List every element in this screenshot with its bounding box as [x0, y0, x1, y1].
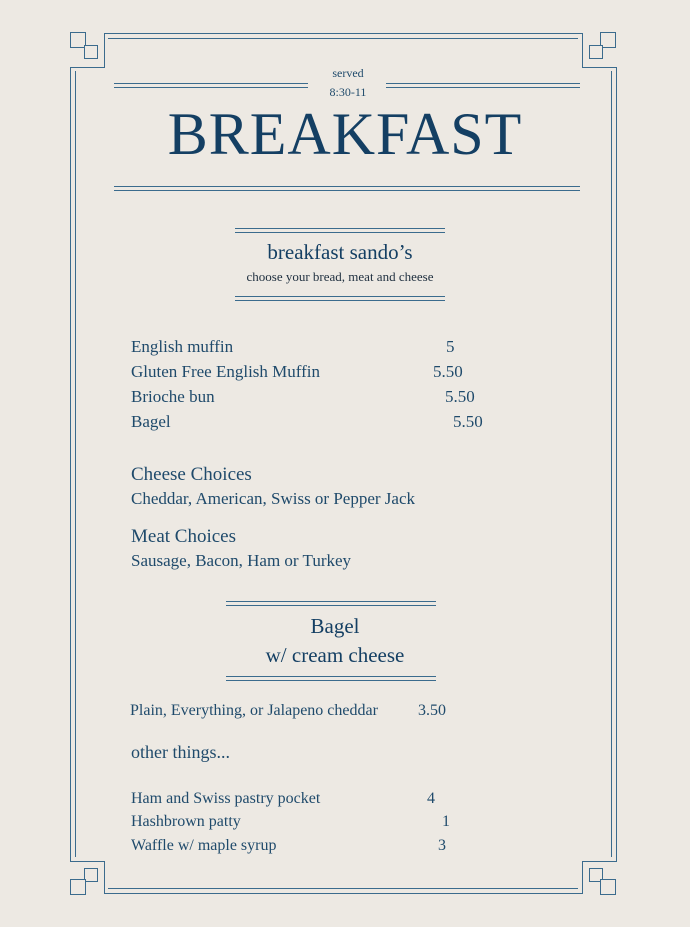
other-heading: other things...	[131, 742, 230, 762]
other-item-name: Ham and Swiss pastry pocket	[131, 790, 321, 807]
sando-item-price: 5.50	[453, 412, 483, 431]
sando-item-price: 5.50	[445, 387, 475, 406]
cheese-heading: Cheese Choices	[131, 464, 252, 485]
other-item-name: Hashbrown patty	[131, 813, 241, 830]
meat-heading: Meat Choices	[131, 526, 237, 547]
bagel-subtitle: w/ cream cheese	[265, 643, 405, 667]
bagel-title: Bagel	[310, 614, 360, 638]
other-item-price: 4	[427, 790, 435, 807]
corner-ornament	[84, 45, 98, 59]
other-item-name: Waffle w/ maple syrup	[131, 837, 277, 854]
bagel-item-price: 3.50	[418, 702, 446, 719]
served-label: served	[332, 66, 364, 80]
corner-ornament	[600, 879, 616, 895]
sandos-title: breakfast sando’s	[267, 240, 413, 264]
corner-ornament	[70, 879, 86, 895]
sando-item-name: English muffin	[131, 337, 234, 356]
sandos-subtitle: choose your bread, meat and cheese	[246, 269, 434, 284]
corner-ornament	[589, 45, 603, 59]
served-time: 8:30-11	[329, 85, 367, 99]
other-item-price: 3	[438, 837, 446, 854]
bagel-item-name: Plain, Everything, or Jalapeno cheddar	[130, 702, 378, 719]
other-item-price: 1	[442, 813, 450, 830]
sando-item-name: Gluten Free English Muffin	[131, 362, 321, 381]
cheese-options: Cheddar, American, Swiss or Pepper Jack	[131, 489, 416, 508]
meat-options: Sausage, Bacon, Ham or Turkey	[131, 551, 352, 570]
sando-item-price: 5	[446, 337, 455, 356]
sando-item-price: 5.50	[433, 362, 463, 381]
page-title: BREAKFAST	[167, 101, 523, 167]
sando-item-name: Brioche bun	[131, 387, 215, 406]
corner-ornament	[84, 868, 98, 882]
sando-item-name: Bagel	[131, 412, 171, 431]
